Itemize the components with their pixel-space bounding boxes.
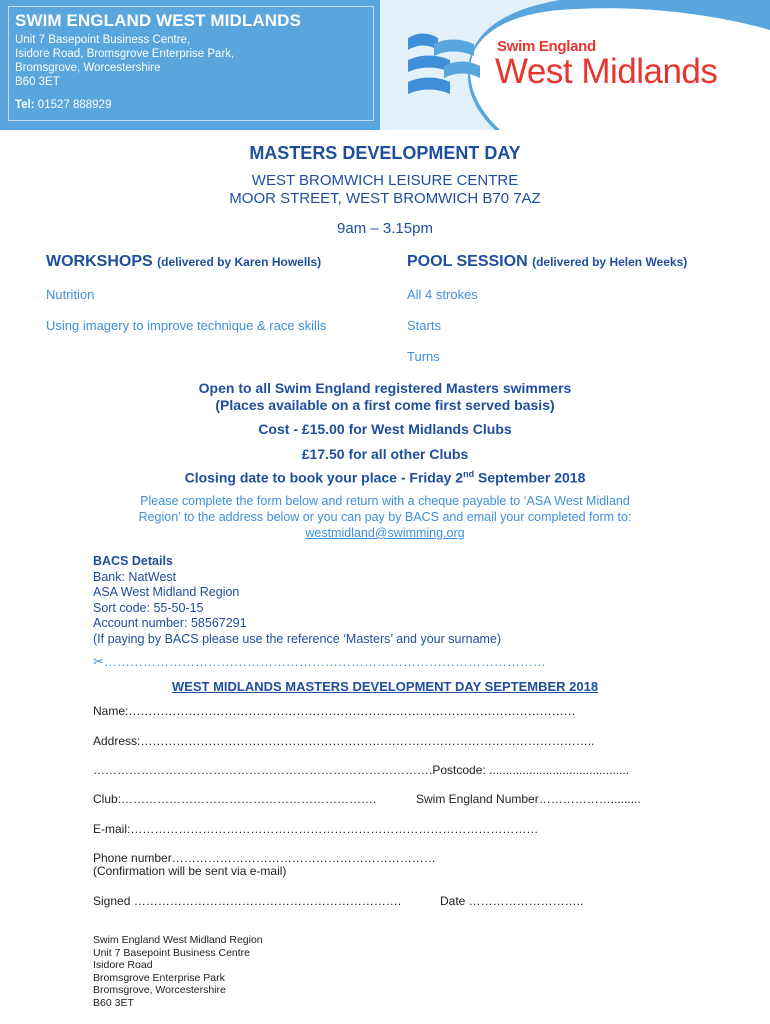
event-venue	[0, 172, 770, 208]
workshops-title: WORKSHOPS	[46, 253, 153, 270]
logo-text-swim-england: Swim England	[497, 38, 596, 55]
bacs-heading: BACS Details	[93, 554, 173, 568]
workshops-section	[46, 253, 326, 333]
bacs-sort-code: Sort code: 55-50-15	[93, 600, 204, 615]
logo-text-west-midlands: West Midlands	[495, 52, 718, 91]
closing-date	[0, 469, 770, 486]
address-line: B60 3ET	[15, 76, 60, 88]
email-field[interactable]: E-mail:…………………………………………………………………………………………	[93, 822, 539, 836]
org-name: SWIM ENGLAND WEST MIDLANDS	[15, 11, 301, 30]
signed-field[interactable]: Signed ………………………………………………………….	[93, 894, 402, 908]
confirmation-note: (Confirmation will be sent via e-mail)	[93, 864, 287, 878]
closing-date-text: Closing date to book your place - Friday 2	[184, 469, 464, 486]
pool-title: POOL SESSION	[407, 253, 528, 270]
form-title: WEST MIDLANDS MASTERS DEVELOPMENT DAY SEPTEMBER 2018	[171, 679, 599, 694]
venue-name: WEST BROMWICH LEISURE CENTRE	[251, 172, 519, 189]
org-telephone	[15, 99, 367, 111]
org-address	[15, 33, 367, 89]
date-field[interactable]: Date ………………………..	[440, 894, 584, 908]
footer-line: Bromsgrove, Worcestershire	[93, 984, 226, 997]
swim-england-logo	[404, 30, 764, 100]
address-line: Bromsgrove, Worcestershire	[15, 62, 161, 74]
address-field[interactable]: Address:…………………………………………………….……………………………………………..	[93, 734, 595, 748]
closing-date-month: September 2018	[474, 469, 586, 486]
bacs-account-name: ASA West Midland Region	[93, 585, 240, 599]
bacs-reference-note: (If paying by BACS please use the reference ‘Masters’ and your surname)	[93, 631, 502, 646]
instructions-line: Please complete the form below and return with a cheque payable to ‘ASA West Midland	[140, 494, 630, 508]
address-line2-field[interactable]	[93, 763, 629, 777]
footer-line: Swim England West Midland Region	[93, 934, 263, 946]
eligibility-line: Open to all Swim England registered Masters swimmers	[198, 380, 572, 396]
closing-date-suffix: nd	[463, 469, 475, 479]
bacs-account-number: Account number: 58567291	[93, 616, 247, 630]
name-field[interactable]: Name:………………………………………………………….………………………………………	[93, 704, 576, 718]
cost-other-clubs: £17.50 for all other Clubs	[301, 446, 469, 462]
address-line: Isidore Road, Bromsgrove Enterprise Park,	[15, 48, 235, 60]
instructions-line: Region’ to the address below or you can pay by BACS and email your completed form to:	[138, 510, 632, 524]
workshop-item: Nutrition	[46, 287, 95, 302]
swim-england-number-field[interactable]: Swim England Number……………….........	[416, 792, 641, 806]
address-line2-dots: ………………………………………………………………………….	[93, 763, 433, 777]
bacs-details	[93, 554, 501, 647]
tel-value: 01527 888929	[37, 99, 112, 111]
payment-instructions	[0, 493, 770, 541]
eligibility-note: (Places available on a first come first served basis)	[215, 397, 555, 413]
workshops-presenter: (delivered by Karen Howells)	[157, 255, 322, 269]
bacs-bank: Bank: NatWest	[93, 569, 177, 584]
header-address-box	[8, 6, 374, 121]
address-line: Unit 7 Basepoint Business Centre,	[15, 34, 191, 46]
pool-item: All 4 strokes	[407, 287, 478, 302]
scissors-cut-line: ✂…………………………………………………………………………………………	[93, 654, 546, 669]
workshops-heading	[46, 253, 326, 271]
event-title: MASTERS DEVELOPMENT DAY	[249, 143, 521, 163]
pool-presenter: (delivered by Helen Weeks)	[532, 255, 688, 269]
footer-line: B60 3ET	[93, 996, 134, 1009]
footer-line: Unit 7 Basepoint Business Centre	[93, 946, 251, 959]
cost-west-midlands: Cost - £15.00 for West Midlands Clubs	[258, 421, 512, 437]
footer-line: Bromsgrove Enterprise Park	[93, 971, 225, 984]
pool-item: Starts	[407, 318, 441, 333]
footer-line: Isidore Road	[93, 959, 153, 972]
venue-address: MOOR STREET, WEST BROMWICH B70 7AZ	[229, 190, 541, 207]
club-field[interactable]: Club:……………………………………………………….	[93, 792, 377, 806]
workshop-item: Using imagery to improve technique & race skills	[46, 318, 327, 333]
pool-session-section	[407, 253, 687, 364]
contact-email-link[interactable]: westmidland@swimming.org	[305, 526, 465, 540]
pool-item: Turns	[407, 349, 440, 364]
eligibility	[0, 380, 770, 414]
swim-waves-icon	[404, 30, 484, 100]
pool-heading	[407, 253, 687, 271]
postcode-field[interactable]: Postcode: ..........................................	[432, 763, 630, 777]
phone-field[interactable]: Phone number…………………………………………………………	[93, 851, 436, 865]
return-address	[93, 934, 263, 1010]
tel-label: Tel:	[15, 99, 35, 111]
event-time: 9am – 3.15pm	[337, 220, 433, 237]
